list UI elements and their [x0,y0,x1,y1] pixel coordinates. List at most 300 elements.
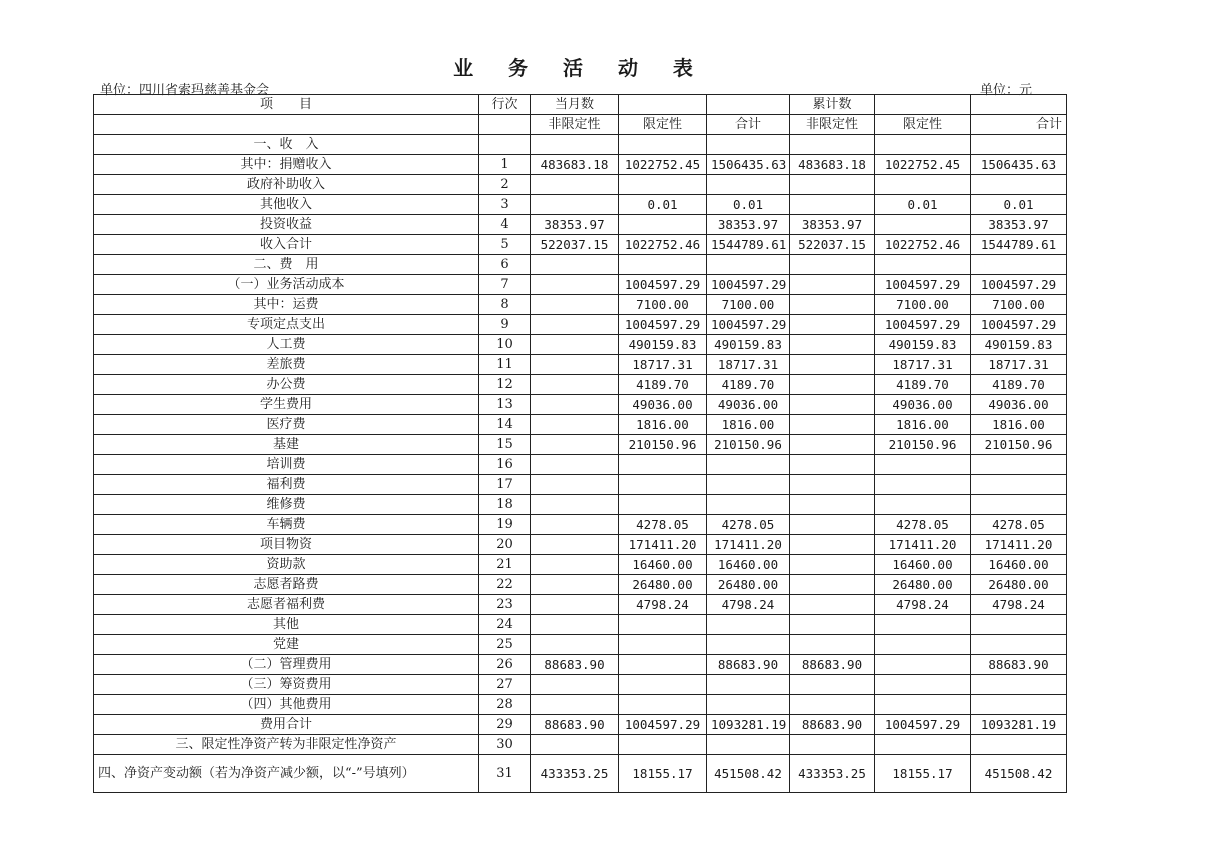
row-line-number: 16 [479,455,531,475]
cell-cum-unrestricted [790,635,875,655]
cell-month-restricted: 1004597.29 [619,275,707,295]
row-line-number: 25 [479,635,531,655]
table-row [94,335,1067,355]
cell-cum-unrestricted [790,175,875,195]
row-line-number: 26 [479,655,531,675]
cell-month-unrestricted [531,675,619,695]
cell-month-restricted [619,615,707,635]
cell-cum-restricted [875,475,971,495]
cell-cum-total [971,695,1067,715]
row-line-number: 20 [479,535,531,555]
cell-cum-unrestricted [790,695,875,715]
table-row [94,655,1067,675]
cell-cum-total: 1093281.19 [971,715,1067,735]
cell-cum-restricted [875,735,971,755]
row-item: 志愿者路费 [94,575,479,595]
row-item: 差旅费 [94,355,479,375]
row-line-number: 9 [479,315,531,335]
cell-cum-total: 490159.83 [971,335,1067,355]
row-item: 车辆费 [94,515,479,535]
row-item: 费用合计 [94,715,479,735]
header-item: 项 目 [94,95,479,115]
cell-cum-total: 210150.96 [971,435,1067,455]
cell-cum-restricted: 1816.00 [875,415,971,435]
cell-month-restricted [619,135,707,155]
cell-cum-unrestricted [790,675,875,695]
header-line: 行次 [479,95,531,115]
cell-cum-restricted [875,695,971,715]
cell-cum-restricted: 0.01 [875,195,971,215]
row-item: 办公费 [94,375,479,395]
cell-cum-restricted: 4798.24 [875,595,971,615]
cell-month-total: 1816.00 [707,415,790,435]
cell-cum-unrestricted: 433353.25 [790,755,875,793]
cell-cum-restricted: 18717.31 [875,355,971,375]
cell-month-total: 210150.96 [707,435,790,455]
cell-cum-restricted: 26480.00 [875,575,971,595]
cell-cum-total: 171411.20 [971,535,1067,555]
cell-month-unrestricted [531,535,619,555]
row-line-number: 3 [479,195,531,215]
table-row [94,175,1067,195]
cell-cum-total [971,615,1067,635]
row-line-number: 22 [479,575,531,595]
table-row [94,535,1067,555]
cell-month-total: 7100.00 [707,295,790,315]
cell-cum-total: 16460.00 [971,555,1067,575]
row-item: 一、收 入 [94,135,479,155]
cell-cum-restricted: 4189.70 [875,375,971,395]
cell-cum-total [971,495,1067,515]
table-row [94,555,1067,575]
table-row [94,635,1067,655]
cell-month-total: 1544789.61 [707,235,790,255]
cell-cum-restricted: 1022752.46 [875,235,971,255]
cell-month-total [707,475,790,495]
cell-cum-restricted [875,215,971,235]
cell-month-restricted: 210150.96 [619,435,707,455]
cell-cum-restricted: 7100.00 [875,295,971,315]
header-blank [619,95,707,115]
cell-cum-unrestricted [790,475,875,495]
cell-cum-unrestricted: 38353.97 [790,215,875,235]
row-item: 医疗费 [94,415,479,435]
cell-cum-unrestricted: 88683.90 [790,715,875,735]
cell-cum-restricted [875,175,971,195]
cell-cum-total [971,255,1067,275]
cell-month-total: 4798.24 [707,595,790,615]
cell-month-unrestricted [531,295,619,315]
cell-cum-total: 26480.00 [971,575,1067,595]
row-item: 资助款 [94,555,479,575]
table-row [94,275,1067,295]
cell-cum-unrestricted [790,255,875,275]
cell-month-unrestricted [531,275,619,295]
cell-month-restricted [619,675,707,695]
cell-month-unrestricted [531,415,619,435]
table-row [94,395,1067,415]
table-row [94,235,1067,255]
cell-month-total: 1004597.29 [707,315,790,335]
cell-cum-total: 1816.00 [971,415,1067,435]
cell-cum-unrestricted [790,735,875,755]
row-line-number: 24 [479,615,531,635]
row-item: 项目物资 [94,535,479,555]
row-line-number: 1 [479,155,531,175]
table-row [94,455,1067,475]
row-line-number: 21 [479,555,531,575]
cell-month-unrestricted [531,455,619,475]
cell-month-unrestricted [531,175,619,195]
cell-cum-unrestricted [790,315,875,335]
cell-cum-unrestricted [790,335,875,355]
cell-cum-restricted [875,635,971,655]
row-item: 其中：捐赠收入 [94,155,479,175]
cell-month-unrestricted [531,475,619,495]
cell-month-restricted: 1004597.29 [619,715,707,735]
cell-cum-restricted: 1004597.29 [875,715,971,735]
row-line-number: 14 [479,415,531,435]
row-line-number: 8 [479,295,531,315]
header-blank [707,95,790,115]
cell-cum-total [971,675,1067,695]
cell-cum-restricted [875,675,971,695]
cell-month-restricted [619,655,707,675]
cell-month-total: 171411.20 [707,535,790,555]
cell-month-unrestricted [531,575,619,595]
cell-cum-restricted [875,135,971,155]
cell-month-total [707,675,790,695]
table-row [94,375,1067,395]
row-item: 收入合计 [94,235,479,255]
cell-cum-restricted: 1004597.29 [875,315,971,335]
cell-cum-total: 7100.00 [971,295,1067,315]
cell-cum-unrestricted [790,275,875,295]
cell-cum-unrestricted [790,415,875,435]
cell-cum-total [971,735,1067,755]
cell-cum-total [971,135,1067,155]
cell-month-restricted [619,175,707,195]
cell-month-total: 88683.90 [707,655,790,675]
cell-cum-total: 1004597.29 [971,315,1067,335]
cell-month-total: 49036.00 [707,395,790,415]
row-item: 福利费 [94,475,479,495]
cell-cum-total: 1506435.63 [971,155,1067,175]
cell-month-restricted: 1004597.29 [619,315,707,335]
row-line-number: 2 [479,175,531,195]
cell-cum-unrestricted [790,495,875,515]
cell-cum-unrestricted [790,595,875,615]
header-cum-total: 合计 [971,115,1067,135]
row-line-number: 30 [479,735,531,755]
cell-cum-unrestricted [790,375,875,395]
header-row-2 [94,115,1067,135]
cell-cum-total: 18717.31 [971,355,1067,375]
cell-cum-total [971,635,1067,655]
cell-month-restricted: 0.01 [619,195,707,215]
cell-month-unrestricted: 88683.90 [531,655,619,675]
cell-month-total: 4278.05 [707,515,790,535]
row-line-number: 31 [479,755,531,793]
row-line-number: 6 [479,255,531,275]
cell-cum-total: 38353.97 [971,215,1067,235]
cell-cum-unrestricted [790,535,875,555]
row-item: 志愿者福利费 [94,595,479,615]
cell-cum-restricted: 1004597.29 [875,275,971,295]
cell-month-restricted: 49036.00 [619,395,707,415]
row-item: 二、费 用 [94,255,479,275]
cell-cum-total: 88683.90 [971,655,1067,675]
row-item: 投资收益 [94,215,479,235]
row-item: 四、净资产变动额（若为净资产减少额，以“-”号填列） [94,755,479,793]
table-row [94,715,1067,735]
cell-month-restricted: 7100.00 [619,295,707,315]
table-row [94,755,1067,793]
cell-cum-restricted: 16460.00 [875,555,971,575]
row-line-number: 12 [479,375,531,395]
cell-month-unrestricted [531,315,619,335]
cell-month-restricted: 18717.31 [619,355,707,375]
cell-cum-unrestricted [790,355,875,375]
row-item: （二）管理费用 [94,655,479,675]
row-item: 维修费 [94,495,479,515]
table-row [94,135,1067,155]
table-row [94,735,1067,755]
row-line-number: 23 [479,595,531,615]
row-item: （三）筹资费用 [94,675,479,695]
cell-month-total: 38353.97 [707,215,790,235]
row-item: 基建 [94,435,479,455]
cell-month-restricted [619,635,707,655]
cell-month-unrestricted: 88683.90 [531,715,619,735]
table-row [94,495,1067,515]
row-line-number: 19 [479,515,531,535]
cell-month-restricted: 1022752.46 [619,235,707,255]
table-row [94,295,1067,315]
cell-cum-restricted [875,615,971,635]
row-item: 政府补助收入 [94,175,479,195]
cell-month-total [707,255,790,275]
cell-month-restricted [619,735,707,755]
table-row [94,215,1067,235]
cell-cum-restricted: 490159.83 [875,335,971,355]
cell-month-total [707,495,790,515]
cell-month-restricted [619,695,707,715]
row-line-number: 18 [479,495,531,515]
cell-month-restricted: 18155.17 [619,755,707,793]
table-row [94,255,1067,275]
cell-month-total: 18717.31 [707,355,790,375]
row-line-number: 5 [479,235,531,255]
cell-month-total: 1004597.29 [707,275,790,295]
header-blank [94,115,479,135]
row-item: 三、限定性净资产转为非限定性净资产 [94,735,479,755]
cell-month-restricted [619,215,707,235]
header-blank [971,95,1067,115]
row-item: 其他收入 [94,195,479,215]
table-row [94,595,1067,615]
table-row [94,515,1067,535]
cell-cum-restricted: 49036.00 [875,395,971,415]
cell-month-total: 16460.00 [707,555,790,575]
cell-month-restricted [619,255,707,275]
cell-cum-restricted: 18155.17 [875,755,971,793]
header-month-unrestricted: 非限定性 [531,115,619,135]
cell-month-unrestricted [531,255,619,275]
row-line-number: 10 [479,335,531,355]
cell-cum-total: 49036.00 [971,395,1067,415]
cell-month-total: 1093281.19 [707,715,790,735]
header-blank [479,115,531,135]
cell-cum-total [971,455,1067,475]
cell-cum-restricted [875,255,971,275]
cell-month-unrestricted [531,635,619,655]
header-month-restricted: 限定性 [619,115,707,135]
cell-cum-total [971,475,1067,495]
cell-cum-unrestricted: 522037.15 [790,235,875,255]
cell-month-restricted: 4798.24 [619,595,707,615]
cell-month-total [707,135,790,155]
cell-month-restricted [619,475,707,495]
table-row [94,695,1067,715]
table-row [94,415,1067,435]
cell-month-restricted: 490159.83 [619,335,707,355]
cell-cum-total: 451508.42 [971,755,1067,793]
cell-month-restricted: 26480.00 [619,575,707,595]
cell-cum-unrestricted [790,575,875,595]
table-row [94,155,1067,175]
cell-month-total [707,735,790,755]
table-row [94,575,1067,595]
table-row [94,195,1067,215]
currency-unit: 单位：元 [980,83,1033,98]
table-row [94,315,1067,335]
row-item: （四）其他费用 [94,695,479,715]
cell-month-restricted [619,455,707,475]
cell-cum-total: 4278.05 [971,515,1067,535]
cell-cum-unrestricted [790,295,875,315]
cell-month-unrestricted [531,135,619,155]
cell-cum-restricted [875,455,971,475]
cell-month-unrestricted: 522037.15 [531,235,619,255]
cell-cum-unrestricted [790,195,875,215]
cell-month-total [707,455,790,475]
cell-cum-restricted: 1022752.45 [875,155,971,175]
cell-cum-total: 4189.70 [971,375,1067,395]
cell-month-unrestricted [531,495,619,515]
organization-unit: 单位：四川省索玛慈善基金会 [100,83,270,98]
page-title: 业 务 活 动 表 [453,56,707,80]
cell-month-total: 26480.00 [707,575,790,595]
cell-cum-restricted [875,495,971,515]
cell-cum-restricted: 210150.96 [875,435,971,455]
row-line-number: 27 [479,675,531,695]
cell-month-total: 490159.83 [707,335,790,355]
table-row [94,435,1067,455]
cell-month-total [707,175,790,195]
row-item: 党建 [94,635,479,655]
row-line-number: 4 [479,215,531,235]
cell-cum-total [971,175,1067,195]
cell-month-restricted [619,495,707,515]
cell-month-unrestricted: 433353.25 [531,755,619,793]
cell-month-restricted: 4189.70 [619,375,707,395]
row-line-number: 29 [479,715,531,735]
cell-month-unrestricted [531,695,619,715]
header-cumulative: 累计数 [790,95,875,115]
cell-month-unrestricted [531,615,619,635]
header-blank [875,95,971,115]
header-cum-unrestricted: 非限定性 [790,115,875,135]
cell-month-restricted: 1816.00 [619,415,707,435]
table-row [94,475,1067,495]
cell-month-unrestricted: 483683.18 [531,155,619,175]
row-item: 专项定点支出 [94,315,479,335]
cell-cum-restricted [875,655,971,675]
header-current-month: 当月数 [531,95,619,115]
cell-month-unrestricted [531,595,619,615]
cell-month-restricted: 171411.20 [619,535,707,555]
cell-cum-unrestricted [790,135,875,155]
row-item: （一）业务活动成本 [94,275,479,295]
cell-month-unrestricted [531,555,619,575]
cell-cum-unrestricted [790,555,875,575]
cell-month-unrestricted [531,395,619,415]
header-cum-restricted: 限定性 [875,115,971,135]
cell-month-unrestricted [531,335,619,355]
cell-month-total [707,695,790,715]
row-line-number: 13 [479,395,531,415]
row-line-number [479,135,531,155]
cell-cum-total: 1544789.61 [971,235,1067,255]
header-month-total: 合计 [707,115,790,135]
cell-cum-unrestricted [790,515,875,535]
activity-statement-table [93,94,1067,793]
table-row [94,355,1067,375]
row-line-number: 11 [479,355,531,375]
cell-cum-unrestricted [790,615,875,635]
row-line-number: 17 [479,475,531,495]
row-line-number: 28 [479,695,531,715]
cell-cum-restricted: 171411.20 [875,535,971,555]
cell-cum-unrestricted: 88683.90 [790,655,875,675]
cell-month-restricted: 16460.00 [619,555,707,575]
cell-month-unrestricted [531,355,619,375]
cell-cum-total: 1004597.29 [971,275,1067,295]
cell-month-unrestricted [531,735,619,755]
cell-cum-unrestricted [790,395,875,415]
row-item: 其中：运费 [94,295,479,315]
cell-month-total: 4189.70 [707,375,790,395]
row-line-number: 7 [479,275,531,295]
row-item: 人工费 [94,335,479,355]
cell-cum-unrestricted [790,435,875,455]
cell-month-unrestricted [531,375,619,395]
cell-cum-restricted: 4278.05 [875,515,971,535]
cell-cum-unrestricted: 483683.18 [790,155,875,175]
cell-cum-unrestricted [790,455,875,475]
cell-month-total [707,615,790,635]
cell-month-unrestricted [531,195,619,215]
cell-cum-total: 4798.24 [971,595,1067,615]
row-item: 学生费用 [94,395,479,415]
row-line-number: 15 [479,435,531,455]
cell-month-unrestricted: 38353.97 [531,215,619,235]
cell-month-total [707,635,790,655]
cell-month-total: 1506435.63 [707,155,790,175]
cell-cum-total: 0.01 [971,195,1067,215]
cell-month-total: 0.01 [707,195,790,215]
